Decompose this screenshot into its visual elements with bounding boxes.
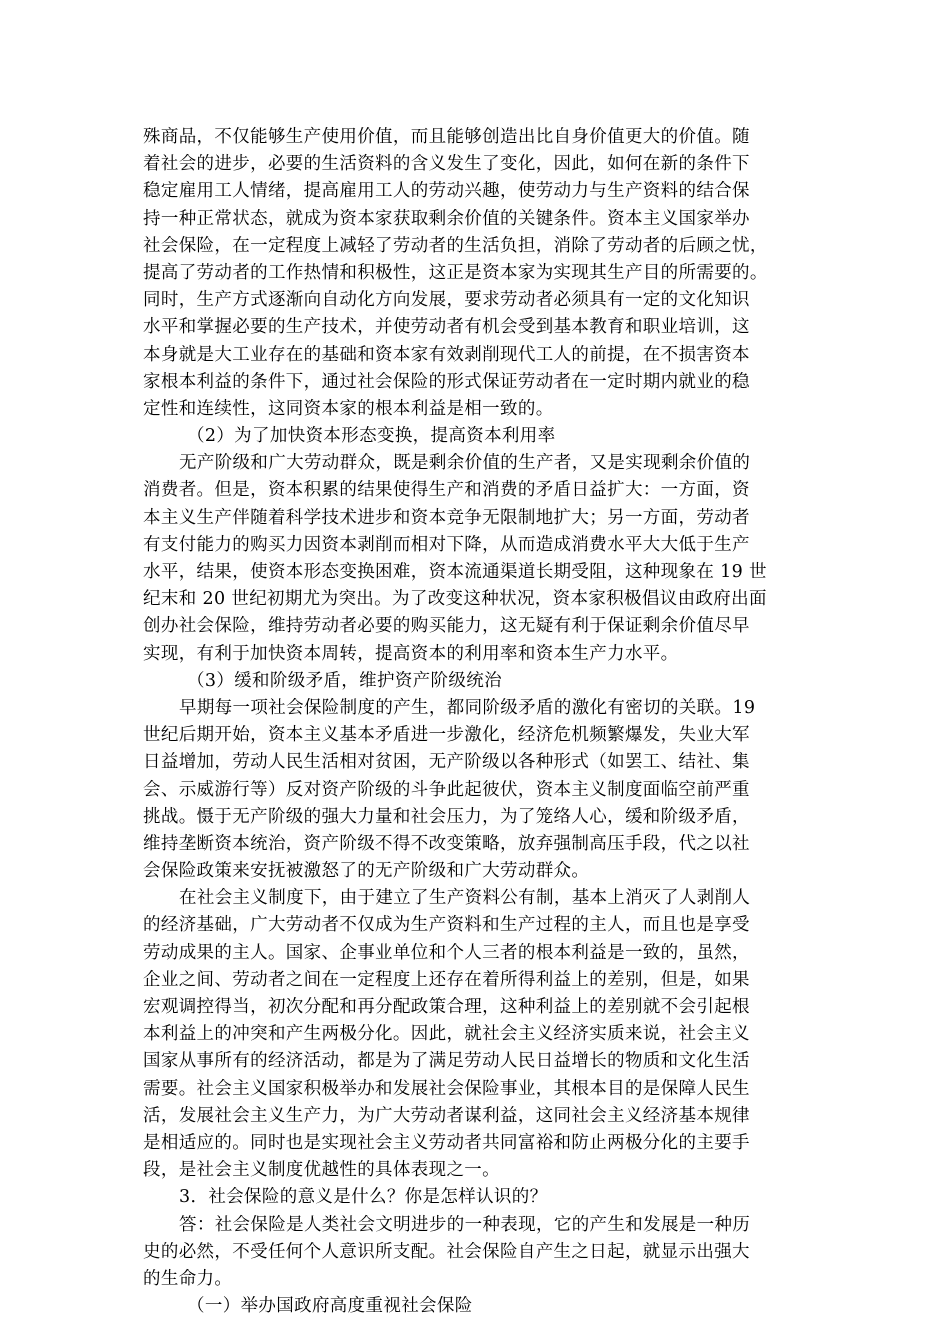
body-line: 定性和连续性，这同资本家的根本利益是相一致的。 — [143, 398, 554, 419]
body-line: 创办社会保险，维持劳动者必要的购买能力，这无疑有利于保证剩余价值尽早 — [143, 616, 750, 637]
body-line: 会、示威游行等）反对资产阶级的斗争此起彼伏，资本主义制度面临空前严重 — [143, 779, 750, 800]
body-line: 企业之间、劳动者之间在一定程度上还存在着所得利益上的差别，但是，如果 — [143, 969, 750, 990]
body-line: 段，是社会主义制度优越性的具体表现之一。 — [143, 1160, 500, 1181]
body-line: 史的必然，不受任何个人意识所支配。社会保险自产生之日起，就显示出强大 — [143, 1241, 750, 1262]
body-line: 持一种正常状态，就成为资本家获取剩余价值的关键条件。资本主义国家举办 — [143, 208, 750, 229]
body-line: 世纪后期开始，资本主义基本矛盾进一步激化，经济危机频繁爆发，失业大军 — [143, 725, 750, 746]
body-line: 日益增加，劳动人民生活相对贫困，无产阶级以各种形式（如罢工、结社、集 — [143, 752, 750, 773]
body-line: 本身就是大工业存在的基础和资本家有效剥削现代工人的前提，在不损害资本 — [143, 344, 750, 365]
document-body — [143, 124, 823, 1320]
body-line: 国家从事所有的经济活动，都是为了满足劳动人民日益增长的物质和文化生活 — [143, 1051, 750, 1072]
body-line: 本主义生产伴随着科学技术进步和资本竞争无限制地扩大；另一方面，劳动者 — [143, 507, 750, 528]
answer-start-line: 答：社会保险是人类社会文明进步的一种表现，它的产生和发展是一种历 — [179, 1214, 751, 1235]
body-line: 实现，有利于加快资本周转，提高资本的利用率和资本生产力水平。 — [143, 643, 679, 664]
question-line: 3．社会保险的意义是什么？你是怎样认识的？ — [179, 1187, 548, 1208]
body-line: 家根本利益的条件下，通过社会保险的形式保证劳动者在一定时期内就业的稳 — [143, 371, 750, 392]
body-line: 殊商品，不仅能够生产使用价值，而且能够创造出比自身价值更大的价值。随 — [143, 127, 750, 147]
paragraph-start-line: 在社会主义制度下，由于建立了生产资料公有制，基本上消灭了人剥削人 — [179, 888, 751, 909]
body-line: 活，发展社会主义生产力，为广大劳动者谋利益，这同社会主义经济基本规律 — [143, 1105, 750, 1126]
paragraph-start-line: 无产阶级和广大劳动群众，既是剩余价值的生产者，又是实现剩余价值的 — [179, 453, 751, 474]
body-line: 水平和掌握必要的生产技术，并使劳动者有机会受到基本教育和职业培训，这 — [143, 317, 750, 338]
body-line: 宏观调控得当，初次分配和再分配政策合理，这种利益上的差别就不会引起根 — [143, 997, 750, 1017]
section-heading: （一）举办国政府高度重视社会保险 — [187, 1296, 473, 1317]
body-line: 劳动成果的主人。国家、企事业单位和个人三者的根本利益是一致的，虽然， — [143, 942, 750, 963]
body-line: 消费者。但是，资本积累的结果使得生产和消费的矛盾日益扩大：一方面，资 — [143, 480, 750, 501]
body-line: 需要。社会主义国家积极举办和发展社会保险事业，其根本目的是保障人民生 — [143, 1078, 750, 1099]
section-heading: （2）为了加快资本形态变换，提高资本利用率 — [187, 426, 556, 447]
body-line: 同时，生产方式逐渐向自动化方向发展，要求劳动者必须具有一定的文化知识 — [143, 290, 750, 311]
body-line: 挑战。慑于无产阶级的强大力量和社会压力，为了笼络人心，缓和阶级矛盾， — [143, 806, 750, 827]
body-line: 本利益上的冲突和产生两极分化。因此，就社会主义经济实质来说，社会主义 — [143, 1024, 750, 1045]
body-line: 稳定雇用工人情绪，提高雇用工人的劳动兴趣，使劳动力与生产资料的结合保 — [143, 181, 750, 202]
body-line: 水平，结果，使资本形态变换困难，资本流通渠道长期受阻，这种现象在 19 世 — [143, 562, 767, 582]
body-line: 社会保险，在一定程度上减轻了劳动者的生活负担，消除了劳动者的后顾之忧， — [143, 235, 768, 256]
body-line: 有支付能力的购买力因资本剥削而相对下降，从而造成消费水平大大低于生产 — [143, 534, 750, 555]
paragraph-start-line: 早期每一项社会保险制度的产生，都同阶级矛盾的激化有密切的关联。19 — [179, 697, 756, 718]
body-line: 着社会的进步，必要的生活资料的含义发生了变化，因此，如何在新的条件下 — [143, 154, 750, 175]
body-line: 维持垄断资本统治，资产阶级不得不改变策略，放弃强制高压手段，代之以社 — [143, 833, 750, 854]
body-line: 是相适应的。同时也是实现社会主义劳动者共同富裕和防止两极分化的主要手 — [143, 1132, 750, 1153]
body-line: 会保险政策来安抚被激怒了的无产阶级和广大劳动群众。 — [143, 861, 590, 882]
section-heading: （3）缓和阶级矛盾，维护资产阶级统治 — [187, 670, 502, 691]
body-line: 纪末和 20 世纪初期尤为突出。为了改变这种状况，资本家积极倡议由政府出面 — [143, 589, 767, 610]
body-line: 提高了劳动者的工作热情和积极性，这正是资本家为实现其生产目的所需要的。 — [143, 262, 768, 283]
body-line: 的生命力。 — [143, 1268, 233, 1289]
body-line: 的经济基础，广大劳动者不仅成为生产资料和生产过程的主人，而且也是享受 — [143, 915, 750, 936]
